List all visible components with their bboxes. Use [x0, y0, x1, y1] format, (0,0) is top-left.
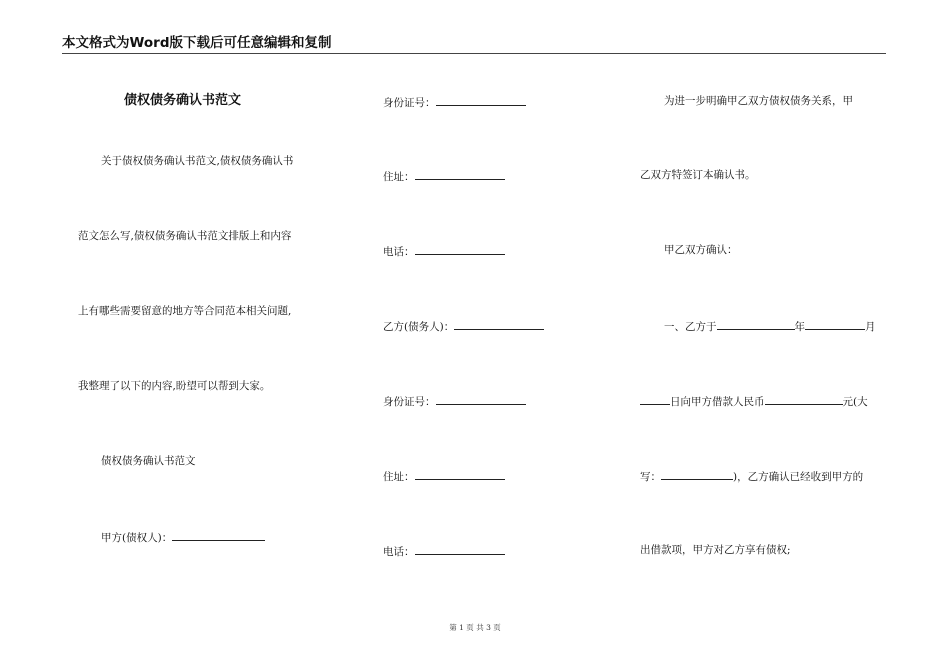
- id-number-blank-b: [436, 393, 526, 405]
- section-subtitle: 债权债务确认书范文: [101, 455, 196, 467]
- amount-words-line: [640, 468, 863, 484]
- id-number-label-a: 身份证号：: [383, 97, 436, 109]
- address-line-b: [383, 468, 505, 484]
- amount-words-blank: [661, 468, 733, 480]
- party-a-label: 甲方(债权人)：: [101, 532, 173, 544]
- address-label-b: 住址：: [383, 471, 415, 483]
- page-footer: 第 1 页 共 3 页: [449, 623, 501, 632]
- phone-label-b: 电话：: [383, 546, 415, 558]
- phone-line-b: [383, 543, 505, 559]
- year-blank: [717, 318, 795, 330]
- intro-line-3: 上有哪些需要留意的地方等合同范本相关问题,: [78, 305, 292, 317]
- address-label-a: 住址：: [383, 171, 415, 183]
- loan-amount-text: 日向甲方借款人民币: [670, 396, 765, 408]
- id-number-line-a: [383, 94, 526, 110]
- body-line-7: 出借款项，甲方对乙方享有债权;: [640, 544, 791, 556]
- body-line-3: 甲乙双方确认：: [664, 244, 738, 256]
- party-b-label: 乙方(债务人)：: [383, 321, 455, 333]
- month-label: 月: [865, 321, 876, 333]
- party-b-line: [383, 318, 544, 334]
- document-title: 债权债务确认书范文: [124, 93, 242, 108]
- body-line-2: 乙双方特签订本确认书。: [640, 169, 756, 181]
- amount-unit: 元(大: [842, 396, 868, 408]
- address-blank-b: [415, 468, 505, 480]
- body-line-1: 为进一步明确甲乙双方债权债务关系，甲: [664, 95, 853, 107]
- party-a-blank: [172, 529, 265, 541]
- loan-date-prefix: 一、乙方于: [664, 321, 717, 333]
- address-line-a: [383, 168, 505, 184]
- amount-blank: [765, 393, 843, 405]
- year-label: 年: [794, 321, 805, 333]
- phone-blank-a: [415, 243, 505, 255]
- intro-line-1: 关于债权债务确认书范文,债权债务确认书: [101, 155, 294, 167]
- phone-blank-b: [415, 543, 505, 555]
- amount-words-label: 写：: [640, 471, 661, 483]
- month-blank: [805, 318, 865, 330]
- id-number-line-b: [383, 393, 526, 409]
- phone-label-a: 电话：: [383, 246, 415, 258]
- id-number-blank-a: [436, 94, 526, 106]
- amount-words-suffix: )，乙方确认已经收到甲方的: [733, 471, 864, 483]
- address-blank-a: [415, 168, 505, 180]
- loan-date-line: [664, 318, 876, 334]
- document-header: 本文格式为Word版下载后可任意编辑和复制: [62, 34, 886, 54]
- loan-amount-line: [640, 393, 868, 409]
- party-b-blank: [454, 318, 544, 330]
- phone-line-a: [383, 243, 505, 259]
- intro-line-4: 我整理了以下的内容,盼望可以帮到大家。: [78, 380, 271, 392]
- party-a-line: [101, 529, 265, 545]
- id-number-label-b: 身份证号：: [383, 396, 436, 408]
- day-blank: [640, 393, 670, 405]
- intro-line-2: 范文怎么写,债权债务确认书范文排版上和内容: [78, 230, 292, 242]
